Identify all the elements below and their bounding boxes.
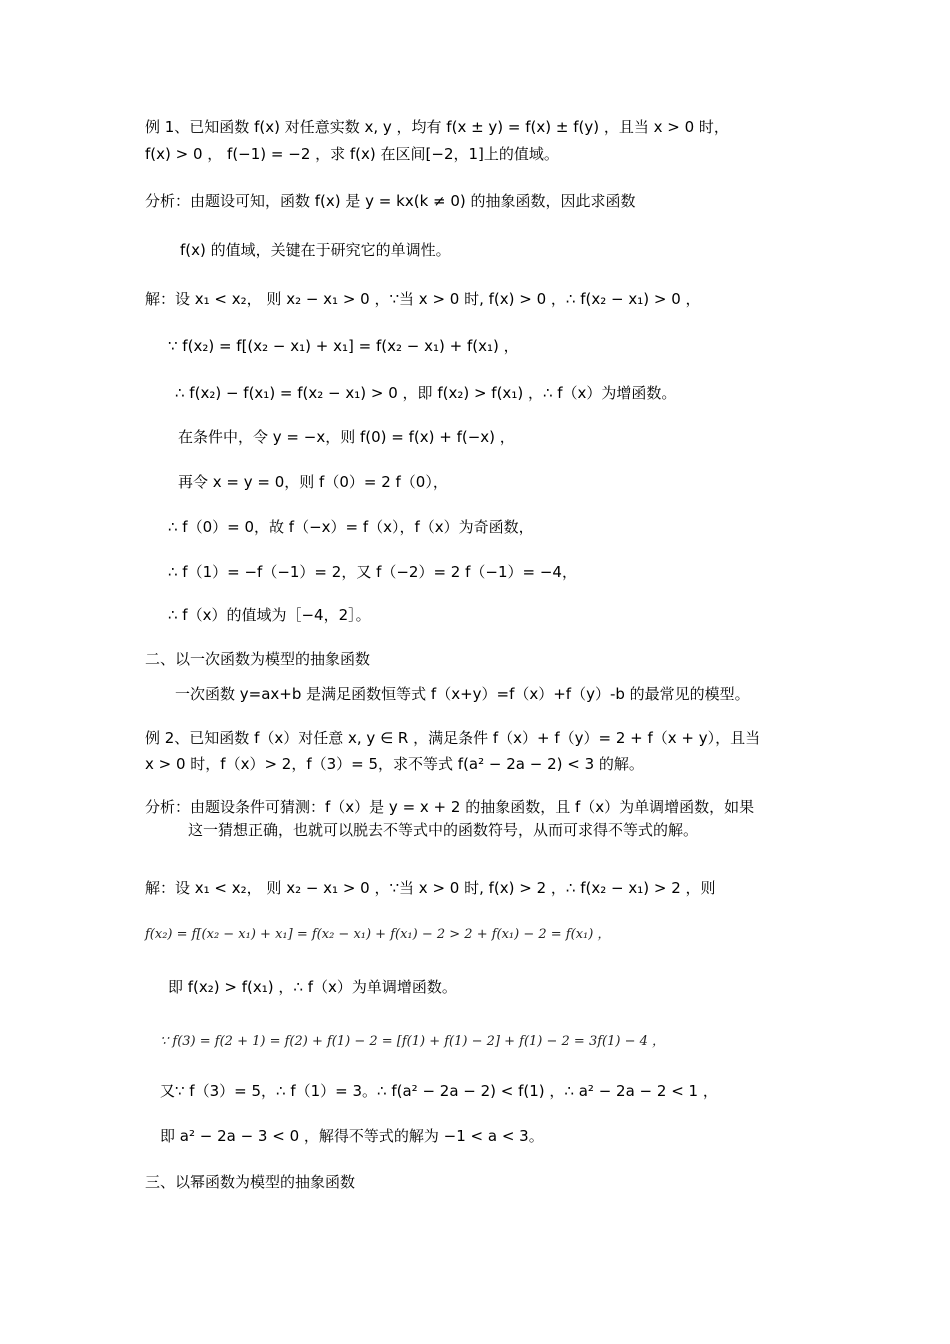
example-1-solution-line-4: 在条件中，令 y = −x，则 f(0) = f(x) + f(−x) ， [178,428,515,446]
example-1-analysis-line-1: 分析：由题设可知，函数 f(x) 是 y = kx(k ≠ 0) 的抽象函数，因此求函数 [145,192,636,210]
example-2-solution-line-5: 又∵ f（3）= 5，∴ f（1）= 3。∴ f(a² − 2a − 2) < f(1) ，∴ a² − 2a − 2 < 1 ， [160,1082,718,1100]
section-3-heading: 三、以幂函数为模型的抽象函数 [145,1173,356,1191]
section-2-intro: 一次函数 y=ax+b 是满足函数恒等式 f（x+y）=f（x）+f（y）-b 的最常见的模型。 [175,685,750,703]
example-2-solution-line-1: 解：设 x₁ < x₂， 则 x₂ − x₁ > 0 ，∵当 x > 0 时, f(x) > 2 ，∴ f(x₂ − x₁) > 2 ，则 [145,879,716,897]
example-1-solution-line-1: 解：设 x₁ < x₂， 则 x₂ − x₁ > 0 ，∵当 x > 0 时, f(x) > 0 ，∴ f(x₂ − x₁) > 0 ， [145,290,701,308]
example-1-solution-line-2: ∵ f(x₂) = f[(x₂ − x₁) + x₁] = f(x₂ − x₁) + f(x₁) ， [168,337,519,355]
example-1-solution-line-5: 再令 x = y = 0，则 f（0）= 2 f（0）， [178,473,448,491]
example-2-analysis-line-2: 这一猜想正确，也就可以脱去不等式中的函数符号，从而可求得不等式的解。 [188,821,699,839]
example-1-solution-line-7: ∴ f（1）= −f（−1）= 2，又 f（−2）= 2 f（−1）= −4， [168,563,577,581]
example-1-statement-line-1: 例 1、已知函数 f(x) 对任意实数 x, y ，均有 f(x ± y) = f(x) ± f(y) ，且当 x > 0 时， [145,118,729,136]
example-1-analysis-line-2: f(x) 的值域，关键在于研究它的单调性。 [180,241,451,259]
example-1-statement-line-2: f(x) > 0 ， f(−1) = −2 ，求 f(x) 在区间[−2，1]上的值域。 [145,145,559,163]
example-1-solution-line-8: ∴ f（x）的值域为［−4，2］。 [168,606,371,624]
section-2-heading: 二、以一次函数为模型的抽象函数 [145,650,371,668]
example-1-solution-line-6: ∴ f（0）= 0，故 f（−x）= f（x），f（x）为奇函数， [168,518,534,536]
example-2-statement-line-1: 例 2、已知函数 f（x）对任意 x, y ∈ R ，满足条件 f（x）+ f（y）= 2 + f（x + y），且当 [145,729,761,747]
example-2-solution-line-3: 即 f(x₂) > f(x₁) ，∴ f（x）为单调增函数。 [168,978,457,996]
example-2-solution-line-4: ∵ f(3) = f(2 + 1) = f(2) + f(1) − 2 = [f(1) + f(1) − 2] + f(1) − 2 = 3f(1) − 4 ， [160,1034,666,1049]
example-1-solution-line-3: ∴ f(x₂) − f(x₁) = f(x₂ − x₁) > 0 ，即 f(x₂) > f(x₁) ，∴ f（x）为增函数。 [175,384,677,402]
example-2-analysis-line-1: 分析：由题设条件可猜测：f（x）是 y = x + 2 的抽象函数，且 f（x）为单调增函数，如果 [145,798,755,816]
example-2-solution-line-6: 即 a² − 2a − 3 < 0 ，解得不等式的解为 −1 < a < 3。 [160,1127,544,1145]
example-2-solution-line-2: f(x₂) = f[(x₂ − x₁) + x₁] = f(x₂ − x₁) + f(x₁) − 2 > 2 + f(x₁) − 2 = f(x₁) ， [145,927,611,942]
example-2-statement-line-2: x > 0 时，f（x）> 2，f（3）= 5，求不等式 f(a² − 2a − 2) < 3 的解。 [145,755,644,773]
